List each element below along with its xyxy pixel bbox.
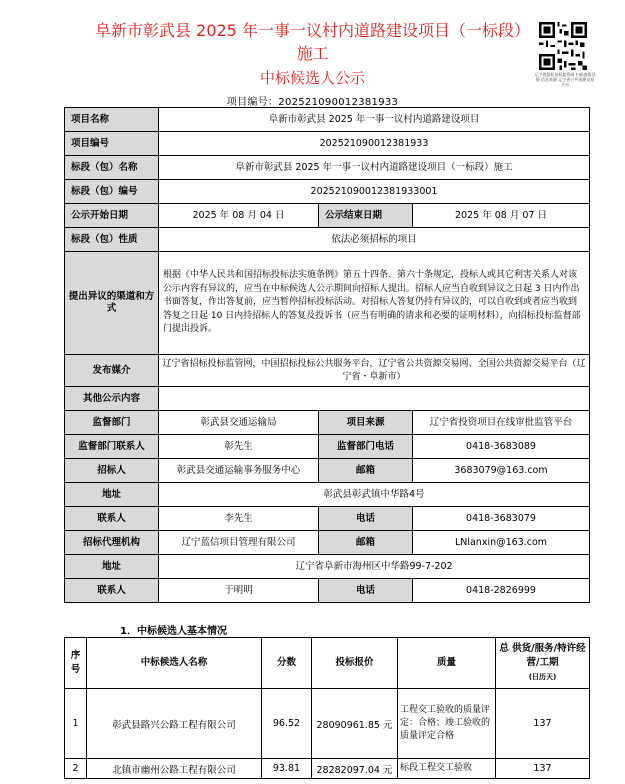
project-number-line: 项目编号：202521090012381933: [226, 97, 399, 108]
col-header-period: [496, 638, 590, 689]
table-row: [65, 156, 590, 180]
section-name-label: 标段（包）名称: [65, 156, 159, 180]
candidate-price: 28282097.04 元: [312, 759, 398, 779]
notice-title-line2: 施工: [296, 44, 329, 63]
tenderer-email-label: 邮箱: [319, 459, 413, 483]
qr-code-icon[interactable]: [539, 22, 587, 70]
col-header-price: 投标报价: [312, 638, 398, 689]
notice-subtitle: 中标候选人公示: [259, 69, 365, 87]
start-date-value: 2025 年 08 月 04 日: [159, 204, 319, 228]
tenderer-email-value: 3683079@163.com: [413, 459, 590, 483]
media-value: 辽宁省招标投标监管网，中国招标投标公共服务平台，辽宁省公共资源交易网、全国公共资源交易平台（辽宁省・阜新市）: [159, 355, 590, 387]
candidate-score: 96.52: [262, 689, 312, 759]
candidate-period: 137: [496, 689, 590, 759]
candidate-period: 137: [496, 759, 590, 779]
project-name-label: 项目名称: [65, 108, 159, 132]
candidate-quality: 标段工程交工验收: [398, 759, 496, 779]
table-row: [65, 531, 590, 555]
table-row: [65, 435, 590, 459]
candidate-quality: 工程交工验收的质量评定：合格；竣工验收的质量评定合格: [398, 689, 496, 759]
tenderer-address-label: 地址: [65, 483, 159, 507]
project-no-label: 项目编号: [65, 132, 159, 156]
agency-contact-value: 于明明: [159, 579, 319, 603]
other-content-label: 其他公示内容: [65, 387, 159, 411]
table-row: [65, 228, 590, 252]
project-no-value: 202521090012381933: [159, 132, 590, 156]
agency-phone-label: 电话: [319, 579, 413, 603]
source-value: 辽宁省投资项目在线审批监管平台: [413, 411, 590, 435]
end-date-label: 公示结束日期: [319, 204, 413, 228]
col-header-name: 中标候选人名称: [87, 638, 262, 689]
table-row: [65, 252, 590, 355]
section-no-value: 202521090012381933001: [159, 180, 590, 204]
table-row: [65, 555, 590, 579]
tenderer-label: 招标人: [65, 459, 159, 483]
table-row: [65, 507, 590, 531]
supervisor-phone-value: 0418-3683089: [413, 435, 590, 459]
table-row: [65, 108, 590, 132]
table-row: [65, 579, 590, 603]
table-row: [65, 387, 590, 411]
media-label: 发布媒介: [65, 355, 159, 387]
other-content-value: [159, 387, 590, 411]
col-header-quality: 质量: [398, 638, 496, 689]
candidate-no: 1: [65, 689, 87, 759]
supervisor-phone-label: 监督部门电话: [319, 435, 413, 459]
section-nature-value: 依法必须招标的项目: [159, 228, 590, 252]
table-row: [65, 689, 590, 759]
agency-address-value: 辽宁省阜新市海州区中华路99-7-202: [159, 555, 590, 579]
qr-code-caption: 辽宁省招标投标监管网 扫码查看详情 信息来源 辽宁省公共资源交易平台: [534, 72, 596, 87]
tenderer-address-value: 彰武县彰武镇中华路4号: [159, 483, 590, 507]
agency-contact-label: 联系人: [65, 579, 159, 603]
source-label: 项目来源: [319, 411, 413, 435]
agency-email-label: 邮箱: [319, 531, 413, 555]
supervisor-value: 彰武县交通运输局: [159, 411, 319, 435]
project-name-value: 阜新市彰武县 2025 年一事一议村内道路建设项目: [159, 108, 590, 132]
agency-address-label: 地址: [65, 555, 159, 579]
table-row: [65, 204, 590, 228]
section-nature-label: 标段（包）性质: [65, 228, 159, 252]
project-info-table: [64, 107, 590, 603]
table-row: [65, 483, 590, 507]
tenderer-value: 彰武县交通运输事务服务中心: [159, 459, 319, 483]
col-header-period-unit: (日历天): [528, 673, 557, 681]
tenderer-phone-label: 电话: [319, 507, 413, 531]
start-date-label: 公示开始日期: [65, 204, 159, 228]
col-header-no: 序号: [65, 638, 87, 689]
col-header-score: 分数: [262, 638, 312, 689]
tenderer-contact-label: 联系人: [65, 507, 159, 531]
notice-title-line1: 阜新市彰武县 2025 年一事一议村内道路建设项目（一标段）: [95, 21, 530, 40]
table-row: [65, 132, 590, 156]
col-header-period-main: 总 供货/服务/特许经营/工期: [499, 643, 586, 668]
table-row: [65, 459, 590, 483]
table-row: [65, 355, 590, 387]
end-date-value: 2025 年 08 月 07 日: [413, 204, 590, 228]
candidate-name: 彰武县路兴公路工程有限公司: [87, 689, 262, 759]
agency-value: 辽宁蓝信项目管理有限公司: [159, 531, 319, 555]
supervisor-contact-label: 监督部门联系人: [65, 435, 159, 459]
candidates-table: [64, 637, 590, 779]
candidate-no: 2: [65, 759, 87, 779]
section-name-value: 阜新市彰武县 2025 年一事一议村内道路建设项目（一标段）施工: [159, 156, 590, 180]
supervisor-contact-value: 彰先生: [159, 435, 319, 459]
candidates-section-heading: 1．中标候选人基本情况: [120, 626, 227, 637]
objection-label: 提出异议的渠道和方式: [65, 252, 159, 355]
candidate-score: 93.81: [262, 759, 312, 779]
agency-label: 招标代理机构: [65, 531, 159, 555]
candidate-price: 28090961.85 元: [312, 689, 398, 759]
objection-text: 根据《中华人民共和国招标投标法实施条例》第五十四条、第六十条规定，投标人或其它利害关系人对该公示内容有异议的，应当在中标候选人公示期间向招标人提出。招标人应当自收到异议之日起 3 日内作出书面答复，作出答复前，应当暂停招标投标活动。对招标人答复仍持有异议的，可以自收到或者应当收到答复之日起 10 日内持招标人的答复及投诉书（应当有明确的请求和必要的证明材料），向招标投标监督部门提出投诉。: [159, 252, 590, 355]
agency-phone-value: 0418-2826999: [413, 579, 590, 603]
table-row: [65, 759, 590, 779]
agency-email-value: LNlanxin@163.com: [413, 531, 590, 555]
supervisor-label: 监督部门: [65, 411, 159, 435]
table-header-row: [65, 638, 590, 689]
table-row: [65, 180, 590, 204]
tenderer-phone-value: 0418-3683079: [413, 507, 590, 531]
tenderer-contact-value: 李先生: [159, 507, 319, 531]
candidate-name: 北镇市幽州公路工程有限公司: [87, 759, 262, 779]
table-row: [65, 411, 590, 435]
section-no-label: 标段（包）编号: [65, 180, 159, 204]
